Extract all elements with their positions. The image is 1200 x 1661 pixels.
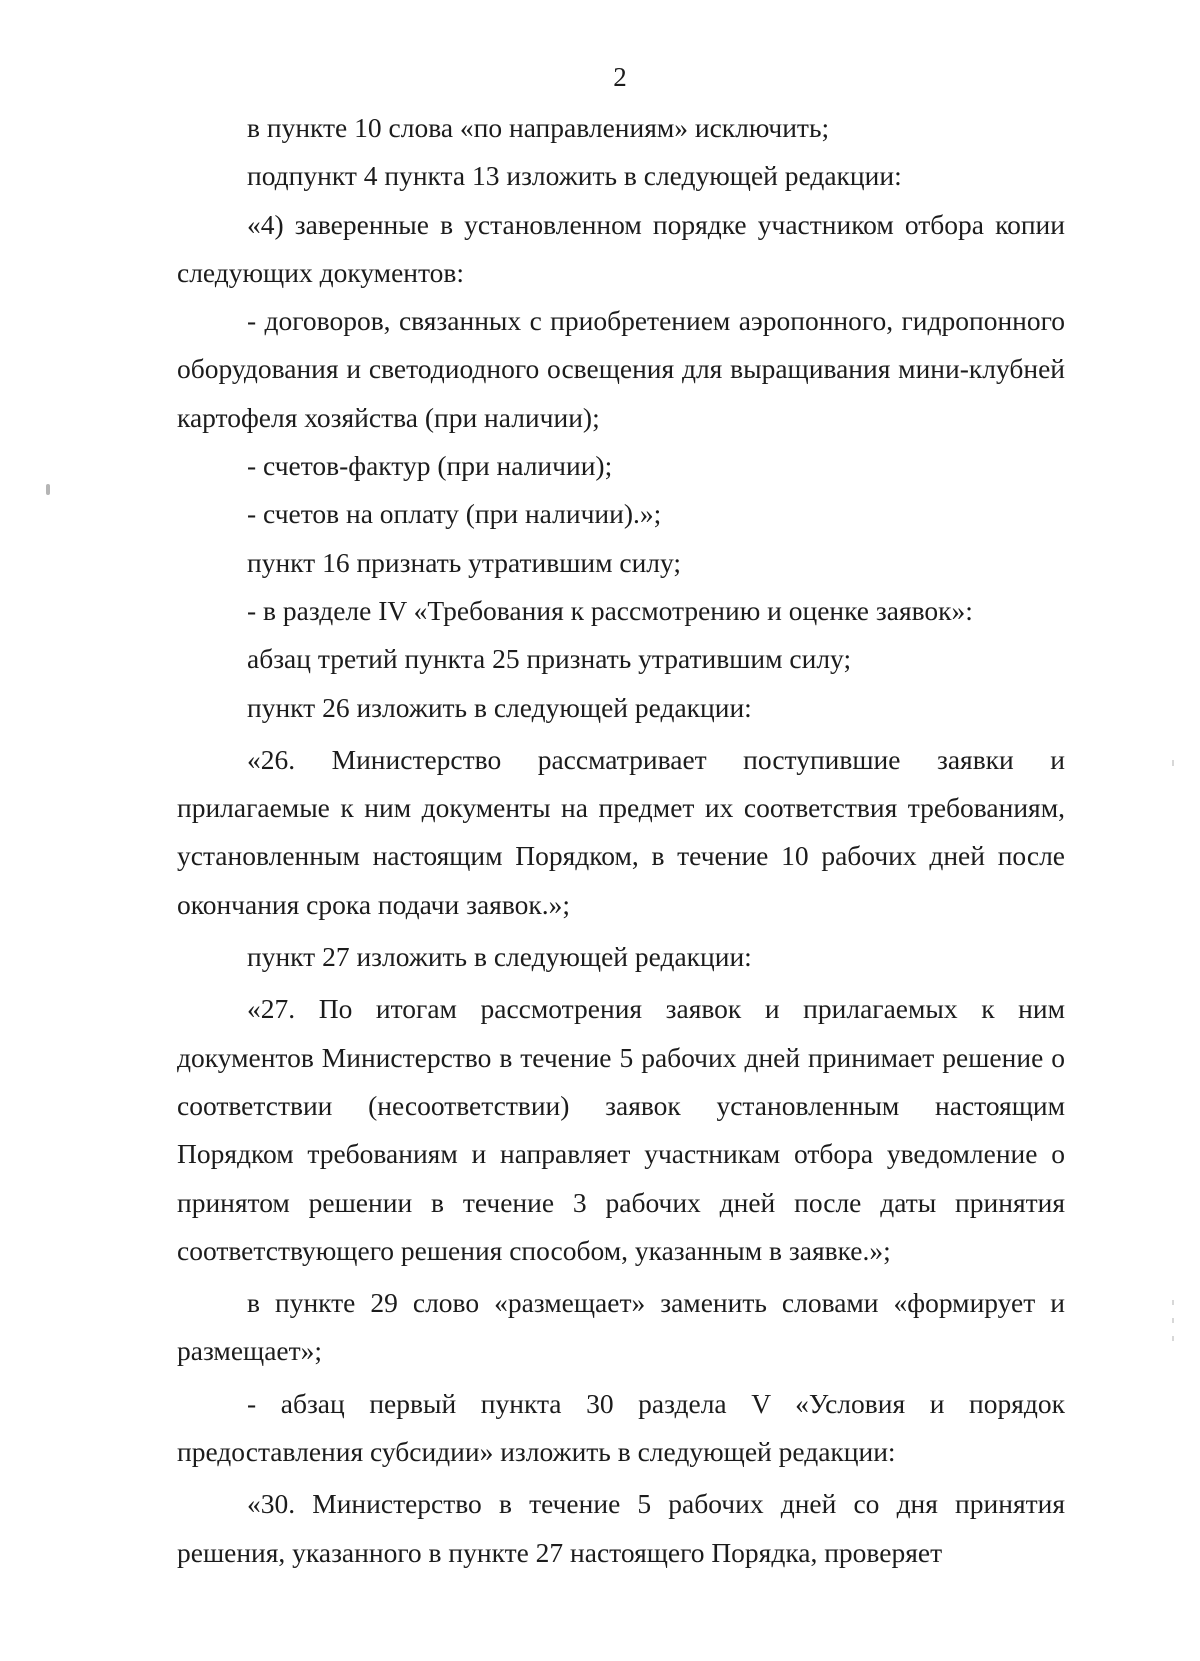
- scan-mark: [1172, 1336, 1174, 1341]
- paragraph-7: пункт 16 признать утратившим силу;: [247, 546, 682, 578]
- page-number: 2: [613, 62, 627, 92]
- paragraph-13: «27. По итогам рассмотрения заявок и прилагаемых к ним документов Министерство в течение 5 рабочих дней принимает решение о соответствии (несоответствии) заявок установленным настоящим Порядком требованиям и направляет участникам отбора уведомление о принятом решении в течение 3 рабочих дней после даты принятия соответствующего решения способом, указанным в заявке.»;: [177, 993, 1065, 1266]
- paragraph-15: - абзац первый пункта 30 раздела V «Условия и порядок предоставления субсидии» изложить в следующей редакции:: [177, 1387, 1065, 1468]
- paragraph-14: в пункте 29 слово «размещает» заменить словами «формирует и размещает»;: [177, 1287, 1065, 1367]
- paragraph-9: абзац третий пункта 25 признать утратившим силу;: [247, 643, 852, 675]
- document-body: [177, 104, 1065, 1577]
- scan-mark: [1172, 1300, 1174, 1305]
- paragraph-16: «30. Министерство в течение 5 рабочих дней со дня принятия решения, указанного в пункте 27 настоящего Порядка, проверяет: [177, 1488, 1065, 1568]
- paragraph-6: - счетов на оплату (при наличии).»;: [247, 498, 662, 530]
- paragraph-2: подпункт 4 пункта 13 изложить в следующей редакции:: [247, 160, 902, 192]
- paragraph-12: пункт 27 изложить в следующей редакции:: [247, 941, 752, 973]
- scan-mark: [1172, 1318, 1174, 1323]
- paragraph-5: - счетов-фактур (при наличии);: [247, 450, 613, 482]
- paragraph-4: - договоров, связанных с приобретением аэропонного, гидропонного оборудования и светодиодного освещения для выращивания мини-клубней картофеля хозяйства (при наличии);: [177, 305, 1065, 433]
- scan-speck: [46, 484, 50, 495]
- paragraph-8: - в разделе IV «Требования к рассмотрению и оценке заявок»:: [247, 594, 973, 626]
- paragraph-1: в пункте 10 слова «по направлениям» исключить;: [247, 112, 830, 143]
- paragraph-11: «26. Министерство рассматривает поступившие заявки и прилагаемые к ним документы на предмет их соответствия требованиям, установленным настоящим Порядком, в течение 10 рабочих дней после окончания срока подачи заявок.»;: [177, 743, 1065, 920]
- paragraph-3: «4) заверенные в установленном порядке участником отбора копии следующих документов:: [177, 208, 1065, 288]
- paragraph-10: пункт 26 изложить в следующей редакции:: [247, 691, 752, 723]
- scan-mark: [1172, 760, 1174, 766]
